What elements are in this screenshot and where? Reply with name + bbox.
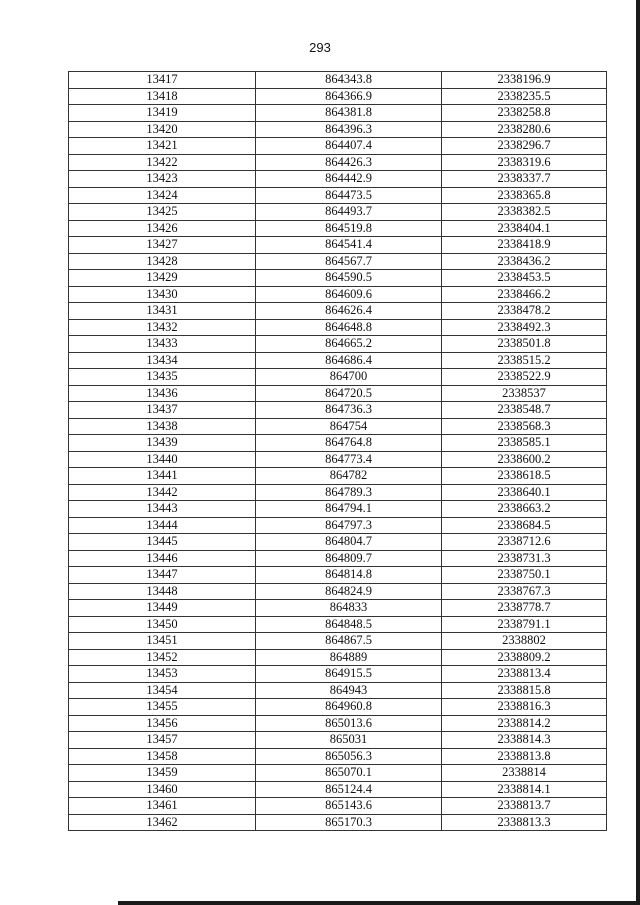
y-coordinate-cell: 2338600.2 [442,451,607,468]
point-id-cell: 13420 [69,121,256,138]
table-row [69,781,607,798]
table-row [69,204,607,221]
y-coordinate-cell: 2338548.7 [442,402,607,419]
x-coordinate-cell: 864700 [256,369,442,386]
scan-edge-bottom [118,901,640,905]
point-id-cell: 13457 [69,732,256,749]
point-id-cell: 13443 [69,501,256,518]
y-coordinate-cell: 2338501.8 [442,336,607,353]
y-coordinate-cell: 2338382.5 [442,204,607,221]
table-row [69,748,607,765]
x-coordinate-cell: 865170.3 [256,814,442,831]
point-id-cell: 13446 [69,550,256,567]
x-coordinate-cell: 864493.7 [256,204,442,221]
point-id-cell: 13431 [69,303,256,320]
table-row [69,336,607,353]
y-coordinate-cell: 2338319.6 [442,154,607,171]
scan-edge-right [636,0,640,905]
point-id-cell: 13449 [69,600,256,617]
x-coordinate-cell: 864960.8 [256,699,442,716]
point-id-cell: 13426 [69,220,256,237]
x-coordinate-cell: 865070.1 [256,765,442,782]
y-coordinate-cell: 2338791.1 [442,616,607,633]
point-id-cell: 13432 [69,319,256,336]
table-row [69,814,607,831]
point-id-cell: 13419 [69,105,256,122]
table-row [69,666,607,683]
table-row [69,517,607,534]
point-id-cell: 13421 [69,138,256,155]
x-coordinate-cell: 864665.2 [256,336,442,353]
point-id-cell: 13445 [69,534,256,551]
x-coordinate-cell: 864804.7 [256,534,442,551]
table-row [69,319,607,336]
table-row [69,501,607,518]
point-id-cell: 13451 [69,633,256,650]
x-coordinate-cell: 864814.8 [256,567,442,584]
table-row [69,451,607,468]
y-coordinate-cell: 2338813.8 [442,748,607,765]
table-row [69,600,607,617]
x-coordinate-cell: 864686.4 [256,352,442,369]
table-row [69,534,607,551]
table-row [69,270,607,287]
x-coordinate-cell: 864848.5 [256,616,442,633]
point-id-cell: 13454 [69,682,256,699]
y-coordinate-cell: 2338436.2 [442,253,607,270]
page-number: 293 [309,40,331,55]
table-row [69,220,607,237]
y-coordinate-cell: 2338280.6 [442,121,607,138]
point-id-cell: 13459 [69,765,256,782]
y-coordinate-cell: 2338712.6 [442,534,607,551]
table-row [69,699,607,716]
point-id-cell: 13442 [69,484,256,501]
y-coordinate-cell: 2338618.5 [442,468,607,485]
y-coordinate-cell: 2338814 [442,765,607,782]
table-row [69,154,607,171]
x-coordinate-cell: 864915.5 [256,666,442,683]
table-row [69,171,607,188]
y-coordinate-cell: 2338365.8 [442,187,607,204]
table-row [69,484,607,501]
point-id-cell: 13455 [69,699,256,716]
x-coordinate-cell: 864797.3 [256,517,442,534]
y-coordinate-cell: 2338684.5 [442,517,607,534]
point-id-cell: 13448 [69,583,256,600]
y-coordinate-cell: 2338802 [442,633,607,650]
table-row [69,633,607,650]
x-coordinate-cell: 864541.4 [256,237,442,254]
x-coordinate-cell: 864609.6 [256,286,442,303]
point-id-cell: 13456 [69,715,256,732]
table-row [69,72,607,89]
y-coordinate-cell: 2338814.2 [442,715,607,732]
point-id-cell: 13436 [69,385,256,402]
table-row [69,715,607,732]
x-coordinate-cell: 864473.5 [256,187,442,204]
table-row [69,567,607,584]
x-coordinate-cell: 865056.3 [256,748,442,765]
table-row [69,237,607,254]
point-id-cell: 13427 [69,237,256,254]
point-id-cell: 13423 [69,171,256,188]
y-coordinate-cell: 2338663.2 [442,501,607,518]
x-coordinate-cell: 864396.3 [256,121,442,138]
table-row [69,187,607,204]
x-coordinate-cell: 864764.8 [256,435,442,452]
table-row [69,798,607,815]
x-coordinate-cell: 864626.4 [256,303,442,320]
table-row [69,121,607,138]
y-coordinate-cell: 2338731.3 [442,550,607,567]
x-coordinate-cell: 864754 [256,418,442,435]
point-id-cell: 13461 [69,798,256,815]
y-coordinate-cell: 2338813.3 [442,814,607,831]
x-coordinate-cell: 864442.9 [256,171,442,188]
y-coordinate-cell: 2338778.7 [442,600,607,617]
point-id-cell: 13428 [69,253,256,270]
point-id-cell: 13440 [69,451,256,468]
x-coordinate-cell: 864648.8 [256,319,442,336]
coordinates-table [68,71,607,831]
point-id-cell: 13438 [69,418,256,435]
table-row [69,253,607,270]
table-row [69,682,607,699]
table-row [69,303,607,320]
point-id-cell: 13425 [69,204,256,221]
x-coordinate-cell: 864567.7 [256,253,442,270]
table-row [69,418,607,435]
y-coordinate-cell: 2338258.8 [442,105,607,122]
y-coordinate-cell: 2338515.2 [442,352,607,369]
x-coordinate-cell: 864366.9 [256,88,442,105]
point-id-cell: 13452 [69,649,256,666]
x-coordinate-cell: 864519.8 [256,220,442,237]
table-row [69,369,607,386]
point-id-cell: 13460 [69,781,256,798]
x-coordinate-cell: 864809.7 [256,550,442,567]
point-id-cell: 13453 [69,666,256,683]
table-row [69,352,607,369]
point-id-cell: 13444 [69,517,256,534]
y-coordinate-cell: 2338492.3 [442,319,607,336]
y-coordinate-cell: 2338585.1 [442,435,607,452]
x-coordinate-cell: 864381.8 [256,105,442,122]
x-coordinate-cell: 864824.9 [256,583,442,600]
y-coordinate-cell: 2338337.7 [442,171,607,188]
y-coordinate-cell: 2338640.1 [442,484,607,501]
table-row [69,435,607,452]
point-id-cell: 13429 [69,270,256,287]
table-row [69,468,607,485]
x-coordinate-cell: 864407.4 [256,138,442,155]
y-coordinate-cell: 2338466.2 [442,286,607,303]
y-coordinate-cell: 2338814.3 [442,732,607,749]
y-coordinate-cell: 2338478.2 [442,303,607,320]
x-coordinate-cell: 864720.5 [256,385,442,402]
x-coordinate-cell: 864782 [256,468,442,485]
x-coordinate-cell: 864833 [256,600,442,617]
point-id-cell: 13458 [69,748,256,765]
table-row [69,402,607,419]
y-coordinate-cell: 2338522.9 [442,369,607,386]
y-coordinate-cell: 2338813.7 [442,798,607,815]
x-coordinate-cell: 864889 [256,649,442,666]
x-coordinate-cell: 864943 [256,682,442,699]
point-id-cell: 13417 [69,72,256,89]
table-row [69,138,607,155]
table-row [69,732,607,749]
table-row [69,765,607,782]
x-coordinate-cell: 864343.8 [256,72,442,89]
table-row [69,550,607,567]
point-id-cell: 13435 [69,369,256,386]
table-row [69,385,607,402]
point-id-cell: 13422 [69,154,256,171]
point-id-cell: 13450 [69,616,256,633]
table-row [69,649,607,666]
y-coordinate-cell: 2338404.1 [442,220,607,237]
point-id-cell: 13430 [69,286,256,303]
table-row [69,105,607,122]
y-coordinate-cell: 2338813.4 [442,666,607,683]
point-id-cell: 13462 [69,814,256,831]
point-id-cell: 13437 [69,402,256,419]
point-id-cell: 13439 [69,435,256,452]
y-coordinate-cell: 2338816.3 [442,699,607,716]
y-coordinate-cell: 2338453.5 [442,270,607,287]
y-coordinate-cell: 2338767.3 [442,583,607,600]
y-coordinate-cell: 2338815.8 [442,682,607,699]
y-coordinate-cell: 2338568.3 [442,418,607,435]
y-coordinate-cell: 2338814.1 [442,781,607,798]
y-coordinate-cell: 2338750.1 [442,567,607,584]
x-coordinate-cell: 865143.6 [256,798,442,815]
x-coordinate-cell: 865124.4 [256,781,442,798]
x-coordinate-cell: 865031 [256,732,442,749]
y-coordinate-cell: 2338196.9 [442,72,607,89]
point-id-cell: 13447 [69,567,256,584]
point-id-cell: 13441 [69,468,256,485]
point-id-cell: 13434 [69,352,256,369]
table-row [69,583,607,600]
y-coordinate-cell: 2338296.7 [442,138,607,155]
y-coordinate-cell: 2338235.5 [442,88,607,105]
y-coordinate-cell: 2338418.9 [442,237,607,254]
point-id-cell: 13418 [69,88,256,105]
x-coordinate-cell: 864736.3 [256,402,442,419]
x-coordinate-cell: 864789.3 [256,484,442,501]
x-coordinate-cell: 864426.3 [256,154,442,171]
x-coordinate-cell: 864773.4 [256,451,442,468]
table-row [69,616,607,633]
table-row [69,286,607,303]
x-coordinate-cell: 865013.6 [256,715,442,732]
coordinates-table-body [69,72,607,831]
x-coordinate-cell: 864794.1 [256,501,442,518]
x-coordinate-cell: 864590.5 [256,270,442,287]
point-id-cell: 13433 [69,336,256,353]
y-coordinate-cell: 2338537 [442,385,607,402]
y-coordinate-cell: 2338809.2 [442,649,607,666]
x-coordinate-cell: 864867.5 [256,633,442,650]
point-id-cell: 13424 [69,187,256,204]
table-row [69,88,607,105]
